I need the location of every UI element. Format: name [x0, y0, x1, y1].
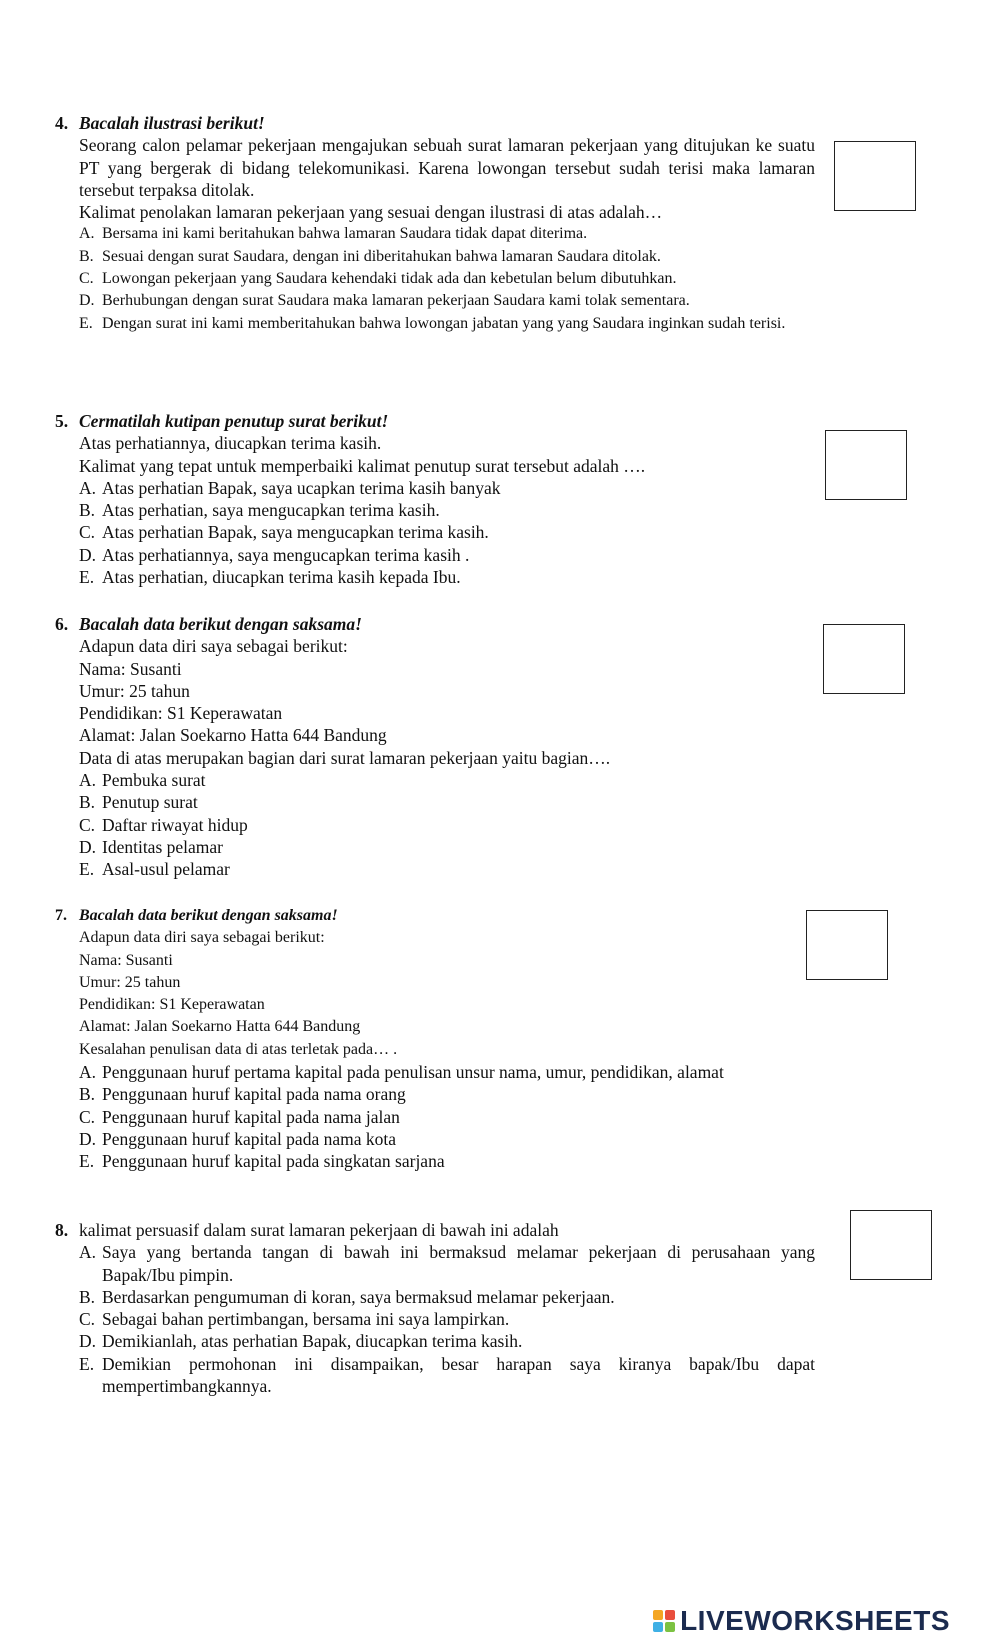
option-b: B. Berdasarkan pengumuman di koran, saya bermaksud melamar pekerjaan.: [79, 1286, 615, 1307]
question-title: Bacalah data berikut dengan saksama!: [79, 614, 362, 634]
option-a: A. Bersama ini kami beritahukan bahwa lamaran Saudara tidak dapat diterima.: [79, 225, 588, 243]
question-6: [55, 613, 815, 881]
option-e: E. Asal-usul pelamar: [79, 859, 230, 880]
question-number: 7.: [55, 907, 67, 924]
option-c: C. Penggunaan huruf kapital pada nama jalan: [79, 1106, 400, 1127]
option-d: D. Atas perhatiannya, saya mengucapkan terima kasih .: [79, 544, 470, 565]
question-7: [55, 905, 815, 1173]
question-8: [55, 1219, 815, 1397]
option-d: D. Identitas pelamar: [79, 836, 223, 857]
answer-input-4[interactable]: [834, 141, 916, 211]
option-d: D. Penggunaan huruf kapital pada nama kota: [79, 1128, 396, 1149]
brand-name: LIVEWORKSHEETS: [680, 1605, 950, 1636]
data-alamat: Alamat: Jalan Soekarno Hatta 644 Bandung: [79, 1018, 361, 1036]
option-b: B. Sesuai dengan surat Saudara, dengan ini diberitahukan bahwa lamaran Saudara ditolak.: [79, 247, 661, 265]
option-c: C. Daftar riwayat hidup: [79, 814, 248, 835]
question-4: [55, 112, 815, 335]
data-nama: Nama: Susanti: [79, 951, 173, 969]
option-d: D. Berhubungan dengan surat Saudara maka lamaran pekerjaan Saudara kami tolak sementara.: [79, 292, 690, 310]
answer-input-7[interactable]: [806, 910, 888, 980]
data-alamat: Alamat: Jalan Soekarno Hatta 644 Bandung: [79, 725, 387, 746]
data-umur: Umur: 25 tahun: [79, 973, 181, 991]
data-umur: Umur: 25 tahun: [79, 680, 190, 701]
question-title: Cermatilah kutipan penutup surat berikut!: [79, 411, 389, 431]
question-prompt: Kalimat yang tepat untuk memperbaiki kalimat penutup surat tersebut adalah ….: [79, 455, 646, 476]
option-b: B. Penutup surat: [79, 792, 198, 813]
option-c: C. Sebagai bahan pertimbangan, bersama ini saya lampirkan.: [79, 1309, 510, 1330]
data-intro: Adapun data diri saya sebagai berikut:: [79, 929, 325, 947]
option-b: B. Atas perhatian, saya mengucapkan terima kasih.: [79, 500, 440, 521]
question-title: kalimat persuasif dalam surat lamaran pekerjaan di bawah ini adalah: [79, 1220, 559, 1240]
question-prompt: Kesalahan penulisan data di atas terletak pada… .: [79, 1040, 398, 1058]
option-b: B. Penggunaan huruf kapital pada nama orang: [79, 1084, 406, 1105]
question-paragraph: Seorang calon pelamar pekerjaan mengajukan sebuah surat lamaran pekerjaan yang ditujukan ke suatu PT yang bergerak di bidang telekomunikasi. Karena lowongan tersebut sudah terisi maka lamaran tersebut terpaksa ditolak.: [79, 135, 815, 200]
liveworksheets-logo: [652, 1605, 950, 1637]
answer-input-8[interactable]: [850, 1210, 932, 1280]
question-number: 6.: [55, 614, 69, 634]
answer-input-5[interactable]: [825, 430, 907, 500]
question-number: 8.: [55, 1220, 69, 1240]
question-title: Bacalah data berikut dengan saksama!: [79, 907, 338, 924]
question-title: Bacalah ilustrasi berikut!: [79, 113, 265, 133]
option-e: E. Penggunaan huruf kapital pada singkatan sarjana: [79, 1151, 445, 1172]
data-nama: Nama: Susanti: [79, 658, 182, 679]
question-5: [55, 410, 815, 588]
option-e: E. Demikian permohonan ini disampaikan, besar harapan saya kiranya bapak/Ibu dapat mempertimbangkannya.: [79, 1353, 815, 1397]
question-number: 5.: [55, 411, 69, 431]
question-quote: Atas perhatiannya, diucapkan terima kasih.: [79, 433, 382, 454]
question-prompt: Kalimat penolakan lamaran pekerjaan yang sesuai dengan ilustrasi di atas adalah…: [79, 202, 663, 223]
option-a: A. Pembuka surat: [79, 770, 206, 791]
option-e: E. Atas perhatian, diucapkan terima kasih kepada Ibu.: [79, 567, 461, 588]
option-e: E. Dengan surat ini kami memberitahukan bahwa lowongan jabatan yang yang Saudara inginkan sudah terisi.: [79, 314, 786, 332]
option-a: A. Penggunaan huruf pertama kapital pada penulisan unsur nama, umur, pendidikan, alamat: [79, 1062, 724, 1083]
data-intro: Adapun data diri saya sebagai berikut:: [79, 636, 348, 657]
answer-input-6[interactable]: [823, 624, 905, 694]
question-prompt: Data di atas merupakan bagian dari surat lamaran pekerjaan yaitu bagian….: [79, 747, 611, 768]
option-c: C. Lowongan pekerjaan yang Saudara kehendaki tidak ada dan kebetulan belum dibutuhkan.: [79, 270, 677, 288]
option-a: A. Saya yang bertanda tangan di bawah ini bermaksud melamar pekerjaan di perusahaan yang Bapak/Ibu pimpin.: [79, 1242, 815, 1285]
liveworksheets-icon: [652, 1609, 676, 1633]
option-c: C. Atas perhatian Bapak, saya mengucapkan terima kasih.: [79, 522, 489, 543]
data-pendidikan: Pendidikan: S1 Keperawatan: [79, 996, 265, 1014]
option-d: D. Demikianlah, atas perhatian Bapak, diucapkan terima kasih.: [79, 1331, 523, 1352]
question-number: 4.: [55, 113, 69, 133]
option-a: A. Atas perhatian Bapak, saya ucapkan terima kasih banyak: [79, 477, 501, 498]
data-pendidikan: Pendidikan: S1 Keperawatan: [79, 703, 283, 724]
